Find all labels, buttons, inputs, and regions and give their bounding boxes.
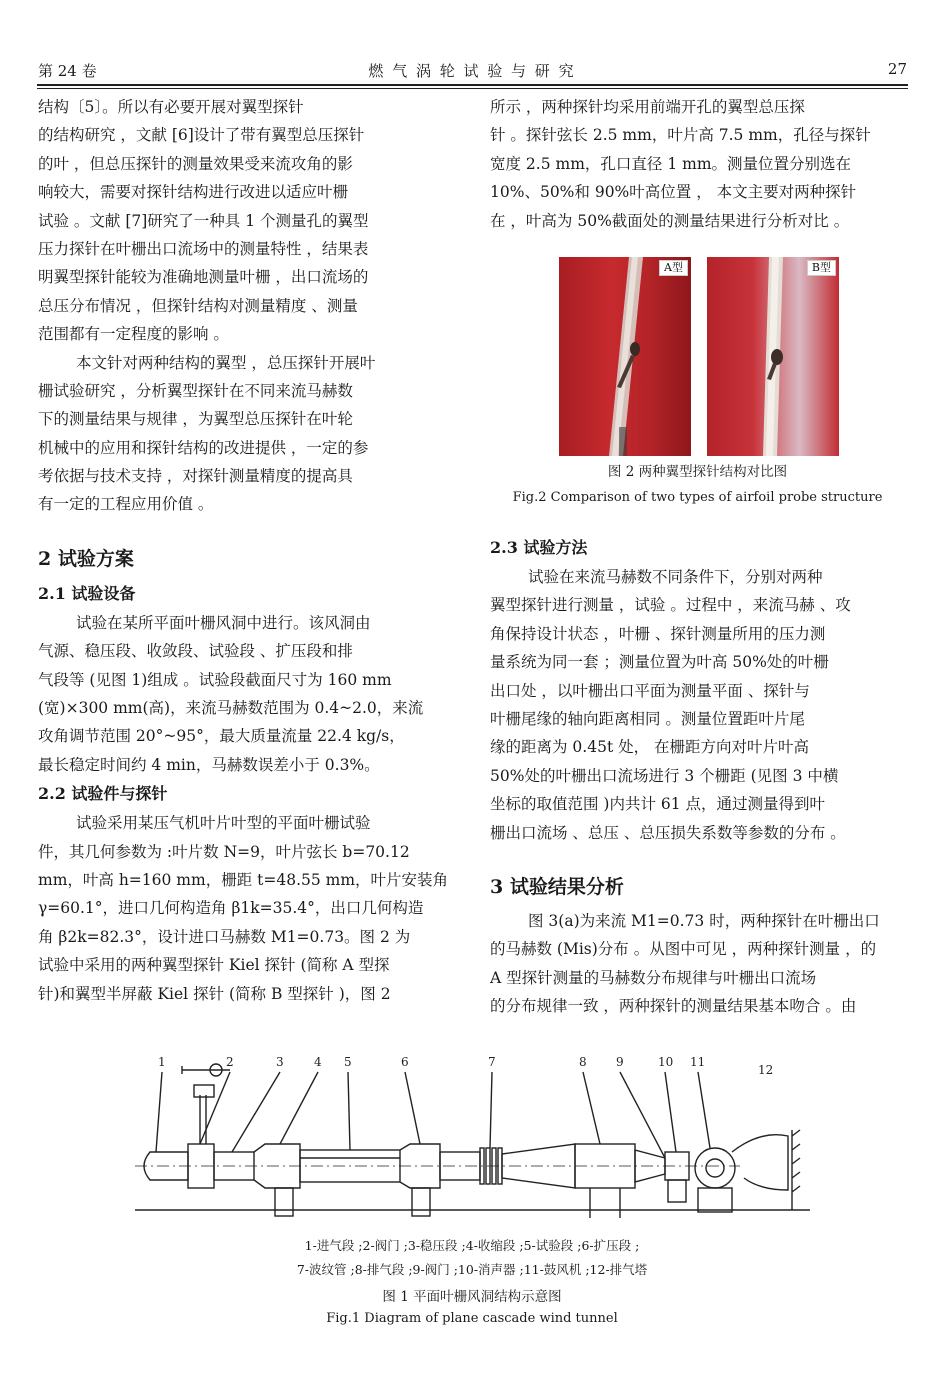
body-line: 缘的距离为 0.45t 处， 在栅距方向对叶片叶高 [490,738,810,757]
probe-a-label: A型 [659,260,688,276]
body-line: 的马赫数 (Mis)分布 。从图中可见 ，两种探针测量 ，的 [490,940,877,959]
callout-12: 12 [758,1063,774,1077]
body-line: A 型探针测量的马赫数分布规律与叶栅出口流场 [490,968,817,987]
probe-b-photo [707,257,839,456]
body-line: 本文针对两种结构的翼型 ，总压探针开展叶 [76,353,376,372]
callout-4: 4 [314,1055,322,1069]
callout-1: 1 [158,1055,166,1069]
body-line: 的分布规律一致 ，两种探针的测量结果基本吻合 。由 [490,997,857,1016]
body-line: 针)和翼型半屏蔽 Kiel 探针 (简称 B 型探针 )，图 2 [38,984,391,1003]
body-line: 出口处 ，以叶栅出口平面为测量平面 、探针与 [490,681,810,700]
body-line: 总压分布情况 ，但探针结构对测量精度 、测量 [38,296,358,315]
body-line: 栅出口流场 、总压 、总压损失系数等参数的分布 。 [490,823,846,842]
fig2-caption-cn: 图 2 两种翼型探针结构对比图 [607,464,788,480]
callout-10: 10 [658,1055,674,1069]
section-3-heading: 3 试验结果分析 [490,875,624,898]
body-line: 的结构研究 ，文献 [6]设计了带有翼型总压探针 [38,126,365,145]
callout-2: 2 [226,1055,234,1069]
body-line: 有一定的工程应用价值 。 [38,495,214,514]
right-column [490,93,905,235]
body-line: 气源、稳压段、收敛段、试验段 、扩压段和排 [38,642,353,661]
body-line: 叶栅尾缘的轴向距离相同 。测量位置距叶片尾 [490,709,805,728]
body-line: 试验在来流马赫数不同条件下，分别对两种 [528,568,823,586]
wind-tunnel-diagram [120,1040,820,1230]
section-2-3-heading: 2.3 试验方法 [490,538,588,557]
body-line: 翼型探针进行测量 ，试验 。过程中 ，来流马赫 、攻 [490,596,851,615]
body-line: 的叶 ，但总压探针的测量效果受来流攻角的影 [38,154,353,173]
body-line: 考依据与技术支持 ，对探针测量精度的提高具 [38,467,353,486]
fig1-caption-en: Fig.1 Diagram of plane cascade wind tunnel [326,1311,618,1326]
fig1-caption-cn: 图 1 平面叶栅风洞结构示意图 [382,1289,562,1305]
section-2-heading: 2 试验方案 [38,547,134,570]
body-line: 下的测量结果与规律 ，为翼型总压探针在叶轮 [38,410,353,429]
body-line: 件，其几何参数为 :叶片数 N=9，叶片弦长 b=70.12 [38,842,410,861]
body-line: 机械中的应用和探针结构的改进提供 ，一定的参 [38,438,369,457]
body-line: 10%、50%和 90%叶高位置 ， 本文主要对两种探针 [490,183,857,202]
body-line: 所示 ，两种探针均采用前端开孔的翼型总压探 [490,98,805,116]
header-rule [37,84,908,86]
probe-a-photo [559,257,691,456]
body-line: 栅试验研究 ，分析翼型探针在不同来流马赫数 [38,381,353,400]
body-line: 试验采用某压气机叶片叶型的平面叶栅试验 [76,814,371,833]
right-column-lower [490,533,905,1020]
fig1-legend-line-2: 7-波纹管 ;8-排气段 ;9-阀门 ;10-消声器 ;11-鼓风机 ;12-排气塔 [296,1262,648,1277]
callout-9: 9 [616,1055,624,1069]
body-line: 攻角调节范围 20°~95°，最大质量流量 22.4 kg/s， [38,727,405,746]
body-line: (宽)×300 mm(高)，来流马赫数范围为 0.4~2.0，来流 [38,699,424,718]
body-line: 结构〔5〕。所以有必要开展对翼型探针 [38,98,304,116]
body-line: 图 3(a)为来流 M1=0.73 时，两种探针在叶栅出口 [528,911,880,930]
body-line: 针 。探针弦长 2.5 mm，叶片高 7.5 mm，孔径与探针 [490,126,871,145]
probe-b-label: B型 [807,260,836,276]
body-line: 50%处的叶栅出口流场进行 3 个栅距 (见图 3 中横 [490,766,839,785]
body-line: 宽度 2.5 mm，孔口直径 1 mm。测量位置分别选在 [490,154,852,173]
section-2-1-heading: 2.1 试验设备 [38,583,136,603]
body-line: 气段等 (见图 1)组成 。试验段截面尺寸为 160 mm [38,670,392,689]
fig2-caption-en: Fig.2 Comparison of two types of airfoil probe structure [512,490,883,505]
callout-7: 7 [488,1055,496,1069]
body-line: 压力探针在叶栅出口流场中的测量特性 ，结果表 [38,239,369,258]
body-line: 在 ，叶高为 50%截面处的测量结果进行分析对比 。 [490,211,850,230]
body-line: 明翼型探针能较为准确地测量叶栅 ，出口流场的 [38,268,369,287]
callout-11: 11 [690,1055,706,1069]
callout-3: 3 [276,1055,284,1069]
body-line: 试验在某所平面叶栅风洞中进行。该风洞由 [76,613,371,632]
fig1-legend-line-1: 1-进气段 ;2-阀门 ;3-稳压段 ;4-收缩段 ;5-试验段 ;6-扩压段 ; [304,1238,640,1253]
body-line: 试验中采用的两种翼型探针 Kiel 探针 (简称 A 型探 [38,956,390,975]
page-number: 27 [887,60,907,78]
body-line: 最长稳定时间约 4 min，马赫数误差小于 0.3%。 [38,755,380,774]
body-line: 坐标的取值范围 )内共计 61 点，通过测量得到叶 [490,795,826,814]
body-line: 角 β2k=82.3°，设计进口马赫数 M1=0.73。图 2 为 [38,927,411,946]
callout-8: 8 [579,1055,587,1069]
header-rule-thin [37,88,908,89]
body-line: 试验 。文献 [7]研究了一种具 1 个测量孔的翼型 [38,211,369,230]
body-line: 响较大，需要对探针结构进行改进以适应叶栅 [38,183,349,202]
body-line: γ=60.1°，进口几何构造角 β1k=35.4°，出口几何构造 [38,899,424,918]
section-2-2-heading: 2.2 试验件与探针 [38,784,168,804]
left-column [38,93,453,1008]
body-line: 量系统为同一套 ；测量位置为叶高 50%处的叶栅 [490,653,829,672]
body-line: mm，叶高 h=160 mm，栅距 t=48.55 mm，叶片安装角 [38,870,449,889]
running-header-journal: 燃 气 涡 轮 试 验 与 研 究 [368,62,576,80]
callout-6: 6 [401,1055,409,1069]
callout-5: 5 [344,1055,352,1069]
body-line: 角保持设计状态 ，叶栅 、探针测量所用的压力测 [490,624,826,643]
body-line: 范围都有一定程度的影响 。 [38,325,229,344]
running-header-volume: 第 24 卷 [38,62,97,80]
